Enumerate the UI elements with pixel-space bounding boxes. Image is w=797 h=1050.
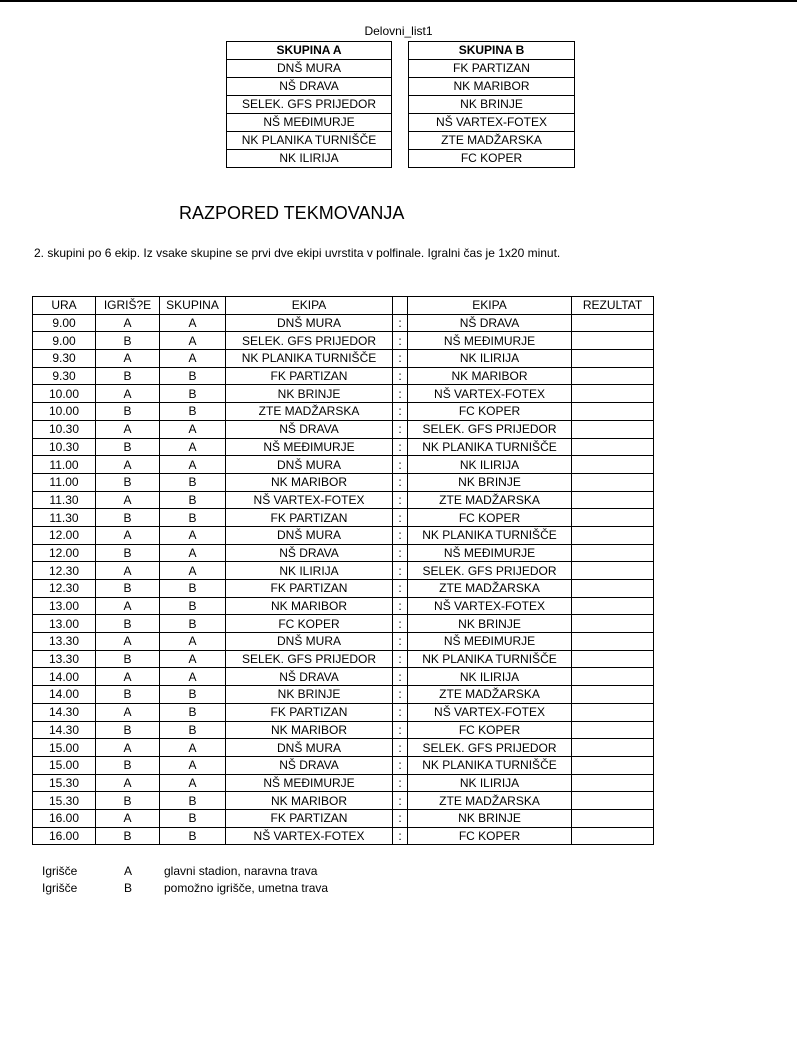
match-field: A	[96, 526, 160, 544]
match-field: A	[96, 385, 160, 403]
home-team: DNŠ MURA	[226, 633, 393, 651]
away-team: NK ILIRIJA	[408, 456, 572, 474]
away-team: NK BRINJE	[408, 473, 572, 491]
match-result	[572, 526, 654, 544]
away-team: SELEK. GFS PRIJEDOR	[408, 562, 572, 580]
match-result	[572, 544, 654, 562]
table-row	[33, 562, 654, 580]
away-team: NŠ VARTEX-FOTEX	[408, 597, 572, 615]
home-team: NŠ DRAVA	[226, 668, 393, 686]
match-field: B	[96, 438, 160, 456]
table-row	[33, 615, 654, 633]
match-time: 13.30	[33, 633, 96, 651]
away-team: ZTE MADŽARSKA	[408, 580, 572, 598]
match-group: A	[160, 739, 226, 757]
match-result	[572, 438, 654, 456]
match-field: A	[96, 739, 160, 757]
table-row	[33, 544, 654, 562]
away-team: NŠ MEĐIMURJE	[408, 633, 572, 651]
match-group: B	[160, 367, 226, 385]
match-result	[572, 350, 654, 368]
match-group: B	[160, 403, 226, 421]
away-team: ZTE MADŽARSKA	[408, 792, 572, 810]
match-field: B	[96, 509, 160, 527]
match-field: A	[96, 809, 160, 827]
match-result	[572, 650, 654, 668]
match-result	[572, 809, 654, 827]
sheet-title: Delovni_list1	[364, 24, 433, 38]
home-team: FK PARTIZAN	[226, 809, 393, 827]
match-group: B	[160, 703, 226, 721]
match-time: 11.00	[33, 456, 96, 474]
group-a-table	[226, 41, 392, 168]
group-a-team: NK ILIRIJA	[227, 150, 392, 168]
legend-label: Igrišče	[42, 881, 78, 895]
table-row	[33, 580, 654, 598]
match-result	[572, 403, 654, 421]
score-separator: :	[393, 668, 408, 686]
group-b-team: NK MARIBOR	[409, 78, 575, 96]
match-group: A	[160, 438, 226, 456]
match-group: A	[160, 668, 226, 686]
col-result-header: REZULTAT	[572, 297, 654, 315]
table-row	[33, 367, 654, 385]
home-team: NŠ DRAVA	[226, 544, 393, 562]
home-team: FK PARTIZAN	[226, 509, 393, 527]
score-separator: :	[393, 350, 408, 368]
match-time: 10.00	[33, 403, 96, 421]
table-row	[33, 438, 654, 456]
away-team: NK BRINJE	[408, 615, 572, 633]
match-time: 14.00	[33, 668, 96, 686]
score-separator: :	[393, 473, 408, 491]
match-time: 14.30	[33, 703, 96, 721]
match-result	[572, 615, 654, 633]
match-group: B	[160, 509, 226, 527]
match-result	[572, 668, 654, 686]
score-separator: :	[393, 597, 408, 615]
table-row	[33, 597, 654, 615]
home-team: NK MARIBOR	[226, 473, 393, 491]
table-row	[33, 332, 654, 350]
col-team-home-header: EKIPA	[226, 297, 393, 315]
match-field: A	[96, 491, 160, 509]
home-team: NK MARIBOR	[226, 721, 393, 739]
match-time: 12.30	[33, 562, 96, 580]
match-field: B	[96, 756, 160, 774]
score-separator: :	[393, 650, 408, 668]
match-field: B	[96, 473, 160, 491]
match-time: 10.00	[33, 385, 96, 403]
score-separator: :	[393, 438, 408, 456]
match-result	[572, 721, 654, 739]
match-time: 12.00	[33, 544, 96, 562]
match-result	[572, 473, 654, 491]
score-separator: :	[393, 456, 408, 474]
match-group: A	[160, 774, 226, 792]
table-row	[33, 456, 654, 474]
match-time: 15.30	[33, 774, 96, 792]
score-separator: :	[393, 792, 408, 810]
match-group: B	[160, 597, 226, 615]
table-row	[33, 314, 654, 332]
schedule-body	[33, 314, 654, 845]
match-result	[572, 562, 654, 580]
match-result	[572, 420, 654, 438]
table-row	[33, 491, 654, 509]
home-team: NK PLANIKA TURNIŠČE	[226, 350, 393, 368]
home-team: FK PARTIZAN	[226, 580, 393, 598]
score-separator: :	[393, 827, 408, 845]
col-separator-header	[393, 297, 408, 315]
away-team: NK ILIRIJA	[408, 774, 572, 792]
away-team: ZTE MADŽARSKA	[408, 686, 572, 704]
match-result	[572, 509, 654, 527]
match-time: 10.30	[33, 438, 96, 456]
match-result	[572, 580, 654, 598]
table-row	[33, 403, 654, 421]
match-time: 11.30	[33, 491, 96, 509]
match-time: 14.30	[33, 721, 96, 739]
score-separator: :	[393, 403, 408, 421]
match-field: A	[96, 703, 160, 721]
home-team: NK ILIRIJA	[226, 562, 393, 580]
table-row	[33, 686, 654, 704]
match-result	[572, 792, 654, 810]
match-group: B	[160, 809, 226, 827]
col-time-header: URA	[33, 297, 96, 315]
table-row	[33, 420, 654, 438]
home-team: NŠ MEĐIMURJE	[226, 774, 393, 792]
match-group: B	[160, 491, 226, 509]
score-separator: :	[393, 544, 408, 562]
match-time: 15.30	[33, 792, 96, 810]
table-row	[33, 721, 654, 739]
match-result	[572, 456, 654, 474]
away-team: FC KOPER	[408, 509, 572, 527]
away-team: FC KOPER	[408, 827, 572, 845]
score-separator: :	[393, 756, 408, 774]
away-team: NK PLANIKA TURNIŠČE	[408, 756, 572, 774]
legend-description: pomožno igrišče, umetna trava	[164, 881, 329, 895]
match-result	[572, 332, 654, 350]
table-row	[33, 668, 654, 686]
score-separator: :	[393, 367, 408, 385]
match-group: B	[160, 792, 226, 810]
away-team: NŠ MEĐIMURJE	[408, 544, 572, 562]
match-time: 16.00	[33, 827, 96, 845]
home-team: NŠ MEĐIMURJE	[226, 438, 393, 456]
table-row	[33, 385, 654, 403]
table-row	[33, 633, 654, 651]
group-b-team: NK BRINJE	[409, 96, 575, 114]
away-team: ZTE MADŽARSKA	[408, 491, 572, 509]
home-team: NŠ VARTEX-FOTEX	[226, 491, 393, 509]
match-field: B	[96, 332, 160, 350]
match-field: A	[96, 668, 160, 686]
home-team: FK PARTIZAN	[226, 367, 393, 385]
table-row	[33, 526, 654, 544]
home-team: DNŠ MURA	[226, 314, 393, 332]
table-row	[33, 827, 654, 845]
match-field: B	[96, 721, 160, 739]
home-team: NŠ DRAVA	[226, 756, 393, 774]
match-result	[572, 314, 654, 332]
score-separator: :	[393, 703, 408, 721]
score-separator: :	[393, 809, 408, 827]
score-separator: :	[393, 491, 408, 509]
match-group: B	[160, 721, 226, 739]
match-field: A	[96, 420, 160, 438]
away-team: NK PLANIKA TURNIŠČE	[408, 650, 572, 668]
match-field: B	[96, 686, 160, 704]
match-result	[572, 703, 654, 721]
home-team: DNŠ MURA	[226, 526, 393, 544]
table-row	[33, 809, 654, 827]
match-field: B	[96, 827, 160, 845]
score-separator: :	[393, 332, 408, 350]
group-a-team: NŠ MEĐIMURJE	[227, 114, 392, 132]
match-time: 12.30	[33, 580, 96, 598]
score-separator: :	[393, 314, 408, 332]
match-group: A	[160, 456, 226, 474]
match-time: 12.00	[33, 526, 96, 544]
home-team: NK BRINJE	[226, 385, 393, 403]
match-field: A	[96, 350, 160, 368]
away-team: SELEK. GFS PRIJEDOR	[408, 739, 572, 757]
table-row	[33, 739, 654, 757]
match-time: 9.00	[33, 332, 96, 350]
match-group: A	[160, 420, 226, 438]
match-field: A	[96, 597, 160, 615]
match-time: 13.00	[33, 615, 96, 633]
match-result	[572, 739, 654, 757]
schedule-header-row	[33, 297, 654, 315]
match-group: A	[160, 756, 226, 774]
away-team: NK MARIBOR	[408, 367, 572, 385]
match-field: A	[96, 562, 160, 580]
match-result	[572, 367, 654, 385]
home-team: NK MARIBOR	[226, 792, 393, 810]
score-separator: :	[393, 562, 408, 580]
schedule-table	[32, 296, 654, 845]
home-team: NK BRINJE	[226, 686, 393, 704]
home-team: SELEK. GFS PRIJEDOR	[226, 650, 393, 668]
match-group: B	[160, 473, 226, 491]
match-group: B	[160, 385, 226, 403]
score-separator: :	[393, 739, 408, 757]
match-field: B	[96, 580, 160, 598]
table-row	[33, 792, 654, 810]
match-time: 15.00	[33, 739, 96, 757]
score-separator: :	[393, 580, 408, 598]
match-result	[572, 491, 654, 509]
group-b-team: FC KOPER	[409, 150, 575, 168]
away-team: NK PLANIKA TURNIŠČE	[408, 526, 572, 544]
table-row	[33, 703, 654, 721]
home-team: FK PARTIZAN	[226, 703, 393, 721]
match-group: A	[160, 526, 226, 544]
home-team: SELEK. GFS PRIJEDOR	[226, 332, 393, 350]
match-result	[572, 385, 654, 403]
match-field: B	[96, 544, 160, 562]
match-field: B	[96, 615, 160, 633]
table-row	[33, 350, 654, 368]
match-result	[572, 633, 654, 651]
score-separator: :	[393, 686, 408, 704]
match-result	[572, 686, 654, 704]
match-result	[572, 774, 654, 792]
intro-text: 2. skupini po 6 ekip. Iz vsake skupine se prvi dve ekipi uvrstita v polfinale. Igralni čas je 1x20 minut.	[34, 246, 561, 260]
away-team: FC KOPER	[408, 403, 572, 421]
match-field: B	[96, 403, 160, 421]
home-team: NŠ DRAVA	[226, 420, 393, 438]
score-separator: :	[393, 509, 408, 527]
match-time: 10.30	[33, 420, 96, 438]
group-b-table	[408, 41, 575, 168]
score-separator: :	[393, 721, 408, 739]
match-time: 9.30	[33, 367, 96, 385]
group-a-team: NK PLANIKA TURNIŠČE	[227, 132, 392, 150]
col-field-header: IGRIŠ?E	[96, 297, 160, 315]
match-time: 11.30	[33, 509, 96, 527]
legend-code: B	[124, 881, 133, 895]
match-group: A	[160, 332, 226, 350]
home-team: ZTE MADŽARSKA	[226, 403, 393, 421]
match-field: B	[96, 650, 160, 668]
group-a-team: SELEK. GFS PRIJEDOR	[227, 96, 392, 114]
away-team: NŠ VARTEX-FOTEX	[408, 385, 572, 403]
match-group: A	[160, 544, 226, 562]
match-time: 13.30	[33, 650, 96, 668]
away-team: FC KOPER	[408, 721, 572, 739]
home-team: FC KOPER	[226, 615, 393, 633]
match-group: B	[160, 615, 226, 633]
match-time: 13.00	[33, 597, 96, 615]
match-result	[572, 827, 654, 845]
score-separator: :	[393, 615, 408, 633]
group-b-header: SKUPINA B	[409, 42, 575, 60]
home-team: DNŠ MURA	[226, 456, 393, 474]
col-team-away-header: EKIPA	[408, 297, 572, 315]
away-team: NŠ DRAVA	[408, 314, 572, 332]
match-group: A	[160, 650, 226, 668]
match-group: A	[160, 350, 226, 368]
table-row	[33, 509, 654, 527]
group-b-team: FK PARTIZAN	[409, 60, 575, 78]
match-group: B	[160, 686, 226, 704]
score-separator: :	[393, 526, 408, 544]
col-group-header: SKUPINA	[160, 297, 226, 315]
away-team: NK ILIRIJA	[408, 668, 572, 686]
score-separator: :	[393, 420, 408, 438]
match-time: 11.00	[33, 473, 96, 491]
home-team: NK MARIBOR	[226, 597, 393, 615]
match-group: A	[160, 633, 226, 651]
match-result	[572, 756, 654, 774]
match-field: B	[96, 367, 160, 385]
group-a-team: DNŠ MURA	[227, 60, 392, 78]
match-field: B	[96, 792, 160, 810]
match-group: B	[160, 827, 226, 845]
group-a-header: SKUPINA A	[227, 42, 392, 60]
match-result	[572, 597, 654, 615]
match-time: 9.00	[33, 314, 96, 332]
score-separator: :	[393, 633, 408, 651]
table-row	[33, 756, 654, 774]
match-time: 16.00	[33, 809, 96, 827]
table-row	[33, 774, 654, 792]
away-team: NK ILIRIJA	[408, 350, 572, 368]
match-group: B	[160, 580, 226, 598]
away-team: SELEK. GFS PRIJEDOR	[408, 420, 572, 438]
home-team: DNŠ MURA	[226, 739, 393, 757]
group-b-team: NŠ VARTEX-FOTEX	[409, 114, 575, 132]
away-team: NK PLANIKA TURNIŠČE	[408, 438, 572, 456]
match-field: A	[96, 314, 160, 332]
group-a-team: NŠ DRAVA	[227, 78, 392, 96]
match-field: A	[96, 456, 160, 474]
match-group: A	[160, 314, 226, 332]
match-time: 14.00	[33, 686, 96, 704]
table-row	[33, 473, 654, 491]
score-separator: :	[393, 385, 408, 403]
home-team: NŠ VARTEX-FOTEX	[226, 827, 393, 845]
legend-description: glavni stadion, naravna trava	[164, 864, 318, 878]
schedule-heading: RAZPORED TEKMOVANJA	[179, 203, 405, 223]
match-time: 15.00	[33, 756, 96, 774]
match-group: A	[160, 562, 226, 580]
legend-label: Igrišče	[42, 864, 78, 878]
match-time: 9.30	[33, 350, 96, 368]
group-b-team: ZTE MADŽARSKA	[409, 132, 575, 150]
score-separator: :	[393, 774, 408, 792]
away-team: NŠ MEĐIMURJE	[408, 332, 572, 350]
table-row	[33, 650, 654, 668]
away-team: NK BRINJE	[408, 809, 572, 827]
match-field: A	[96, 774, 160, 792]
match-field: A	[96, 633, 160, 651]
away-team: NŠ VARTEX-FOTEX	[408, 703, 572, 721]
legend-code: A	[124, 864, 133, 878]
